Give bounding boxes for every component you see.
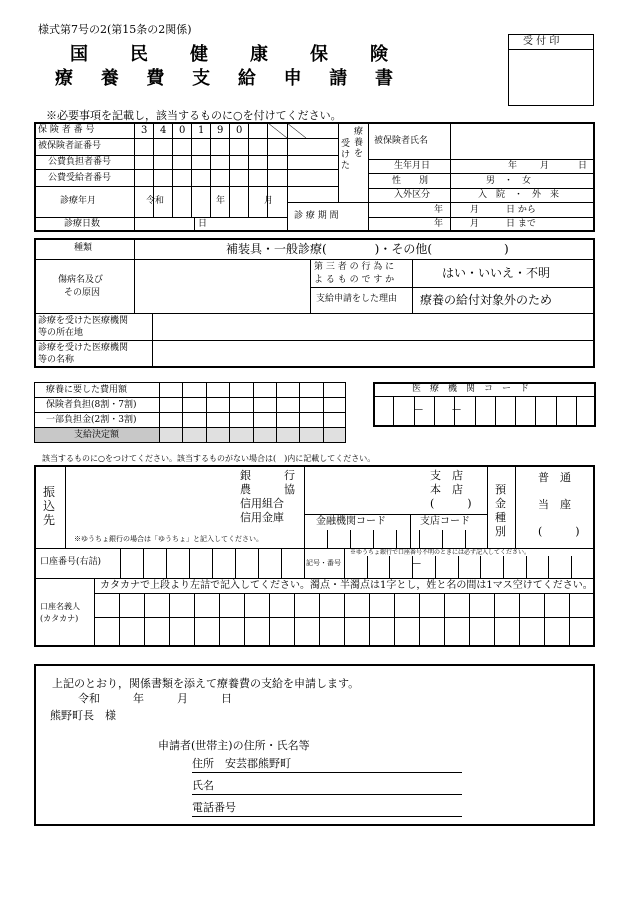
title-char: 民 [130,44,148,65]
inout-label: 入外区分 [394,190,431,200]
bank-type-option[interactable]: 信用金庫 [240,511,284,524]
slash-mark [287,123,306,138]
deposit-type-option[interactable]: ( ) [538,525,580,538]
deposit-type-option[interactable]: 当 座 [538,498,571,511]
third-party-label-1: 第 三 者 の 行 為 に [314,262,395,272]
grid-line [206,383,207,442]
vertical-char: 金 [495,497,506,510]
cost-row-label: 一部負担金(2割・3割) [46,415,137,425]
grid-line [458,556,459,578]
grid-line [119,593,120,646]
grid-line [235,549,236,578]
grid-line [143,549,144,578]
grid-line [469,593,470,646]
receipt-stamp-box [508,34,594,106]
vertical-char: 預 [495,483,506,496]
kigo-label: 記号・番号 [306,559,341,567]
period-from: 年 月 日 から [434,205,536,215]
grid-line [396,530,397,548]
name-label: 氏名 [192,779,214,792]
title-char: 康 [250,44,268,65]
title-char: 費 [146,68,165,89]
sex-label: 性 別 [392,176,429,186]
grid-line [435,556,436,578]
vertical-char: 受 [341,139,351,149]
grid-line [244,593,245,646]
insurer-digit: 3 [141,125,148,136]
title-char: 給 [237,68,256,89]
code-dash-1: — [414,405,423,415]
facility-code-label: 医 療 機 関 コ ー ド [412,384,530,394]
grid-line [191,123,192,217]
grid-line [515,397,516,426]
bank-type-option[interactable]: 農 協 [240,483,295,496]
grid-line [519,593,520,646]
grid-line [494,593,495,646]
holder-label-2: (カタカナ) [40,614,79,623]
grid-line [189,549,190,578]
facility-name-label-2: 等の名称 [38,355,75,365]
third-party-value[interactable]: はい・いいえ・不明 [442,266,551,280]
vertical-char: 込 [43,499,56,513]
grid-line [495,397,496,426]
grid-line [480,556,481,578]
name-field[interactable] [192,780,462,795]
instruction-text: ※必要事項を記載し，該当するものに○を付けてください。 [46,109,342,122]
public-payer-label: 公費負担者番号 [48,157,112,167]
grid-line [166,549,167,578]
insurer-digit: 0 [236,125,243,136]
grid-line [503,556,504,578]
code-dash-2: — [452,405,461,415]
grid-line [569,593,570,646]
grid-line [350,530,351,548]
vertical-char: を [354,149,364,159]
grid-line [182,383,183,442]
deposit-type-option[interactable]: 普 通 [538,471,571,484]
grid-line [419,593,420,646]
form-title-line2 [55,68,393,90]
facility-address-label-1: 診療を受けた医療機関 [38,316,129,326]
bank-type-option[interactable]: 信用組合 [240,497,284,510]
insurer-digit: 9 [217,125,224,136]
grid-line [454,397,455,426]
yucho-note: ※ゆうちょ銀行の場合は「ゆうちょ」と記入してください。 [74,535,263,543]
grid-line [526,556,527,578]
grid-line [475,397,476,426]
branch-code-label: 支店コード [420,516,470,527]
form-number: 様式第7号の2(第15条の2関係) [38,23,192,36]
phone-field[interactable] [192,802,462,817]
public-recipient-label: 公費受給者番号 [48,173,112,183]
injury-label-2: その原因 [64,288,101,298]
vertical-char: 振 [43,485,56,499]
kigo-note: ※ゆうちょ銀行で口座番号不明のときには必ず記入してください。 [350,549,531,556]
grid-line [212,549,213,578]
birth-year-label: 年 [508,161,518,171]
grid-line [393,397,394,426]
grid-line [444,593,445,646]
grid-line [299,383,300,442]
grid-line [576,397,577,426]
cost-row-label: 療養に要した費用額 [46,385,128,395]
grid-line [229,383,230,442]
grid-line [258,549,259,578]
treatment-ym-label: 診療年月 [60,196,97,206]
treatment-days-label: 診療日数 [64,219,101,229]
grid-line [434,397,435,426]
institution-code-label: 金融機関コード [316,516,386,527]
birthdate-label: 生年月日 [394,161,431,171]
kigo-dash: — [412,559,421,569]
applicant-label: 申請者(世帯主)の住所・氏名等 [158,739,310,752]
vertical-char: け [341,150,351,160]
insured-name-label: 被保険者氏名 [374,136,429,146]
insurer-digit: 0 [179,125,186,136]
reason-label: 支給申請をした理由 [316,294,398,304]
branch-type-option[interactable]: 支 店 [430,469,463,482]
sex-value[interactable]: 男 ・ 女 [486,176,532,186]
grid-line [276,383,277,442]
grid-line [419,530,420,548]
period-to: 年 月 日 まで [434,219,536,229]
title-char: 療 [55,68,73,89]
grid-line [169,593,170,646]
kana-instruction: カタカナで上段より左詰で記入してください。濁点・半濁点は1字とし，姓と名の間は1マス空けてください。 [100,580,593,591]
grid-line [442,530,443,548]
title-char: 請 [329,68,348,89]
birth-day-label: 日 [578,161,588,171]
grid-line [210,123,211,217]
grid-line [373,530,374,548]
form-title-line1 [70,44,388,66]
vertical-char: 養 [354,138,364,148]
title-char: 国 [70,44,88,65]
grid-line [367,556,368,578]
grid-line [389,556,390,578]
insurer-digit: 1 [198,125,205,136]
grid-line [594,556,595,578]
grid-line [229,123,230,217]
facility-address-label-2: 等の所在地 [38,328,84,338]
grid-line [281,549,282,578]
grid-line [323,383,324,442]
era-label: 令和 [146,196,165,206]
address-label: 住所 安芸郡熊野町 [192,757,291,770]
grid-line [344,593,345,646]
insurer-digit: 4 [160,125,167,136]
grid-line [269,593,270,646]
month-label: 月 [264,196,274,206]
period-label: 診 療 期 間 [294,211,339,221]
branch-type-option[interactable]: ( ) [430,497,472,510]
grid-line [248,123,249,217]
phone-label: 電話番号 [192,801,236,814]
vertical-char: た [341,161,351,171]
cost-row-label: 支給決定額 [74,430,120,440]
insurer-number-label: 保 険 者 番 号 [38,125,95,135]
year-label: 年 [216,196,226,206]
grid-line [219,593,220,646]
grid-line [412,556,413,578]
day-label: 日 [198,219,208,229]
grid-line [144,593,145,646]
inout-value[interactable]: 入 院 ・ 外 来 [478,190,560,200]
third-party-label-2: よ る も の で す か [314,275,395,285]
grid-line [535,397,536,426]
grid-line [153,123,154,217]
title-char: 書 [375,68,393,89]
slash-mark [268,123,287,138]
vertical-char: 別 [495,525,506,538]
grid-line [394,593,395,646]
grid-line [172,123,173,217]
declaration-date[interactable]: 令和 年 月 日 [78,692,232,705]
title-char: 保 [310,44,328,65]
insured-card-number-label: 被保険者証番号 [38,141,102,151]
type-label: 種類 [74,243,93,253]
addressee: 熊野町長 様 [50,709,116,722]
grid-line [319,593,320,646]
title-char: 支 [192,68,211,89]
cost-row-label: 保険者負担(8割・7割) [46,400,137,410]
account-number-label: 口座番号(右詰) [40,557,102,567]
grid-line [294,593,295,646]
receipt-stamp-label: 受 付 印 [523,36,560,47]
holder-label-1: 口座名義人 [40,602,80,611]
bank-instruction: 該当するものに○をつけてください。該当するものがない場合は( )内に記載してください。 [42,454,376,463]
vertical-char: 療 [354,127,364,137]
grid-line [194,593,195,646]
title-char: 申 [283,68,302,89]
grid-line [253,383,254,442]
grid-line [556,397,557,426]
grid-line [369,593,370,646]
facility-name-label-1: 診療を受けた医療機関 [38,343,129,353]
type-value[interactable]: 補装具・一般診療( )・その他( ) [226,242,509,256]
grid-line [544,593,545,646]
branch-type-option[interactable]: 本 店 [430,483,463,496]
grid-line [414,397,415,426]
injury-label-1: 傷病名及び [58,275,104,285]
grid-line [327,530,328,548]
grid-line [571,556,572,578]
vertical-char: 種 [495,511,506,524]
address-field[interactable] [192,758,462,773]
title-char: 険 [370,44,388,65]
birth-month-label: 月 [540,161,550,171]
bank-type-option[interactable]: 銀 行 [240,469,295,482]
title-char: 健 [190,44,208,65]
grid-line [465,530,466,548]
grid-line [548,556,549,578]
vertical-char: 先 [43,513,56,527]
reason-value: 療養の給付対象外のため [420,293,553,307]
title-char: 養 [100,68,119,89]
declaration-statement: 上記のとおり，関係書類を添えて療養費の支給を申請します。 [52,677,360,690]
